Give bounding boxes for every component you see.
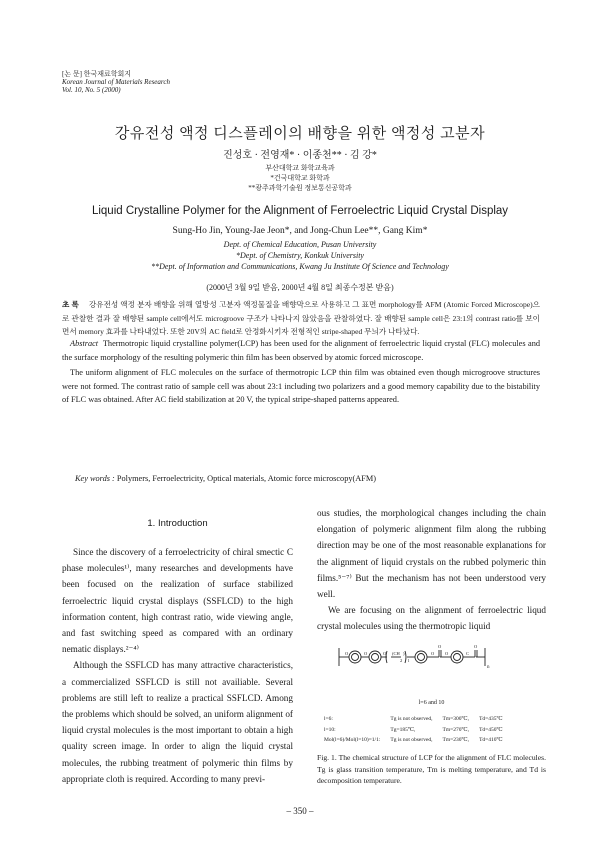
svg-text:O: O — [438, 644, 442, 649]
table-cell: Tg=185℃, — [390, 726, 416, 733]
repeat-unit-subscript: n — [487, 665, 490, 670]
svg-text:C: C — [466, 651, 470, 656]
table-cell: Mol(l=6)/Mol(l=10)=1/1: — [324, 737, 381, 743]
svg-text:O: O — [345, 651, 349, 656]
svg-text:O: O — [445, 651, 449, 656]
journal-name-en: Korean Journal of Materials Research — [62, 78, 170, 86]
body-right-column — [317, 505, 546, 635]
table-cell: Tg is not observed, — [390, 716, 433, 722]
table-cell: Tm=300℃, — [442, 716, 470, 722]
svg-text:l: l — [408, 658, 410, 663]
abstract-korean-label: 초 록 — [62, 300, 79, 309]
chemical-structure — [335, 640, 535, 672]
table-cell: l=6: — [324, 716, 333, 722]
keywords — [75, 474, 545, 483]
affiliation-korean-1: 부산대학교 화학교육과 — [265, 164, 335, 172]
keywords-text: Polymers, Ferroelectricity, Optical materials, Atomic force microscopy(AFM) — [116, 474, 377, 483]
table-cell: l=10: — [324, 726, 336, 733]
table-row — [324, 715, 511, 724]
svg-text:O: O — [431, 651, 435, 656]
journal-volume: Vol. 10, No. 5 (2000) — [62, 86, 121, 94]
figure-n-label: l=6 and 10 — [418, 700, 445, 706]
affiliation-korean-3: **광주과학기술원 정보통신공학과 — [248, 184, 352, 192]
journal-header — [62, 70, 170, 94]
svg-text:(CH: (CH — [392, 651, 400, 656]
received-dates: (2000년 3월 9일 받음, 2000년 4월 8일 최종수정본 받음) — [206, 283, 394, 292]
table-cell: Td=450℃ — [479, 726, 503, 733]
affiliation-english-3: **Dept. of Information and Communications, Kwang Ju Institute Of Science and Technology — [151, 262, 449, 271]
svg-text:O: O — [474, 644, 478, 649]
thermal-properties-table — [322, 713, 513, 747]
abstract-english-p1: Thermotropic liquid crystalline polymer(LCP) has been used for the alignment of ferroelectric liquid crystal (FLC) molecules and the surface morphology of the resulting polymeric thin film has been observed by atomic forced microscope. — [62, 339, 541, 362]
svg-text:O: O — [383, 651, 387, 656]
svg-text:2: 2 — [400, 658, 403, 663]
abstract-english-p2: The uniform alignment of FLC molecules on the surface of thermotropic LCP thin film was obtained even though microgroove structures were not formed. The contrast ratio of sample cell was about 23:1 including two polarizers and a good memory capability due to the bistability of FLC was obtained. After AC field stabilization at 20 V, the typical stripe-shaped patterns appeared. — [62, 368, 540, 405]
authors-korean: 진성호 · 전영재* · 이종천** · 김 강* — [223, 150, 377, 161]
svg-text:O: O — [364, 651, 368, 656]
affiliation-english-1: Dept. of Chemical Education, Pusan University — [223, 240, 377, 249]
abstract-english-label: Abstract — [70, 339, 99, 348]
table-cell: Td=410℃ — [479, 737, 503, 743]
figure-caption: Fig. 1. The chemical structure of LCP for the alignment of FLC molecules. Tg is glass transition temperature, Tm is melting temperature, and Td is decomposition temperature. — [317, 753, 546, 785]
body-left-p1: Since the discovery of a ferroelectricity of chiral smectic C phase molecules¹⁾, many researches and developments have been focused on the realization of surface stabilized ferroelectric liquid crystal displays (SSFLCD) to the high information content, high contrast ratio, wide viewing angle, and fast switching speed as compared with an ordinary nematic displays.²⁻⁴⁾ — [62, 547, 293, 655]
abstract-english — [62, 337, 540, 409]
abstract-korean — [62, 298, 540, 339]
title-english: Liquid Crystalline Polymer for the Alignment of Ferroelectric Liquid Crystal Display — [91, 205, 509, 217]
abstract-korean-text: 강유전성 액정 분자 배향을 위해 열방성 고분자 액정물질을 배향막으로 사용하고 그 표면 morphology를 AFM (Atomic Forced Microscope)으로 관찰한 결과 잘 배향된 sample cell에서도 microgroove 구조가 나타나지 않았음을 관찰하였다. 잘 배향된 sample cell은 23:1의 contrast ratio를 보이면서 memory 효과를 나타내었다. 또한 20V의 AC field로 안정화시키자 전형적인 stripe-shaped 무늬가 나타났다. — [62, 300, 540, 336]
body-right-p1: ous studies, the morphological changes including the chain elongation of polymeric alignment film along the rubbing direction may be one of the most reasonable explanations for the alignment of liquid crystals on the rubbed polymeric thin films.⁵⁻⁷⁾ But the mechanism has not been understood very well. — [317, 508, 546, 600]
title-korean: 강유전성 액정 디스플레이의 배향을 위한 액정성 고분자 — [114, 126, 486, 142]
keywords-label: Key words : — [75, 474, 115, 483]
affiliation-english-2: *Dept. of Chemistry, Konkuk University — [236, 251, 364, 260]
table-row — [324, 726, 511, 735]
affiliation-korean-2: *건국대학교 화학과 — [270, 174, 330, 182]
table-row — [324, 736, 511, 745]
body-left-column — [62, 544, 293, 787]
svg-text:): ) — [403, 651, 405, 656]
table-cell: Tg is not observed, — [390, 737, 433, 743]
section-heading: 1. Introduction — [147, 518, 208, 529]
table-cell: Tm=230℃, — [442, 737, 470, 743]
authors-english: Sung-Ho Jin, Young-Jae Jeon*, and Jong-Chun Lee**, Gang Kim* — [172, 226, 428, 236]
journal-name-ko: [논 문] 한국재료학회지 — [62, 70, 132, 78]
page-number: – 350 – — [286, 806, 314, 816]
table-cell: Tm=270℃, — [442, 726, 470, 733]
body-right-p2: We are focusing on the alignment of ferroelectric liqud crystal molecules using the thermotropic liquid — [317, 605, 546, 632]
table-cell: Td=435℃ — [479, 716, 503, 722]
body-left-p2: Although the SSFLCD has many attractive characteristics, a commercialized SSFLCD is still not availiable. Several problems are still left to realize a practical SSFLCD. Among the problems which should be solved, an uniform alignment of liquid crystal molecules is the most important to obtain a high quality screen image. In order to align the liquid crystal molecules, the rubbing treatment of polymeric thin films by appropriate cloth is required. According to many previ- — [62, 660, 293, 784]
